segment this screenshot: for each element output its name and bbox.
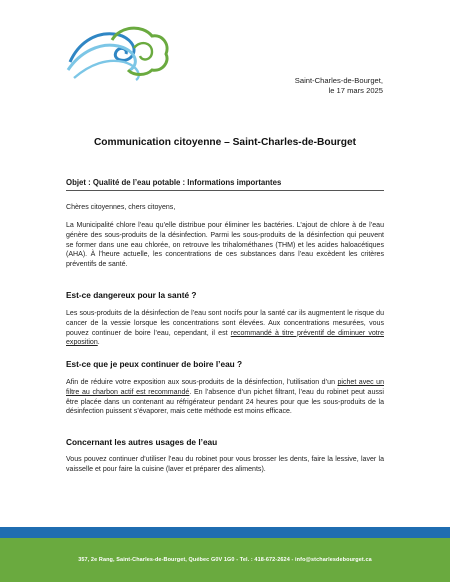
page-title: Communication citoyenne – Saint-Charles-de-Bourget <box>93 137 357 148</box>
section-paragraph-drinking <box>66 378 384 417</box>
underlined-recommendation: pichet avec un filtre au charbon actif est recommandé <box>66 379 384 396</box>
subject-line: Objet : Qualité de l’eau potable : Informations importantes <box>66 178 384 191</box>
municipality-logo-icon <box>64 18 172 86</box>
underlined-recommendation: recommandé à titre préventif de diminuer votre exposition <box>66 329 384 347</box>
footer-green-band <box>0 538 450 582</box>
section-heading-other-uses: Concernant les autres usages de l’eau <box>66 437 218 447</box>
date-line: le 17 mars 2025 <box>328 86 383 95</box>
intro-paragraph: La Municipalité chlore l’eau qu’elle distribue pour éliminer les bactéries. L’ajout de chlore à de l’eau génère des sous-produits de la désinfection. Parmi les sous-produits de la désinfection qui peuvent se former dans une eau chlorée, on retrouve les trihalométhanes (THM) et les acides haloacétiques (AHA). À l’heure actuelle, les concentrations de ces substances dans l’eau excèdent les critères préventifs de santé. <box>66 222 384 269</box>
text-segment: . <box>97 339 100 347</box>
footer-contact: 357, 2e Rang, Saint-Charles-de-Bourget, Québec G0V 1G0 - Tel. : 418-672-2624 - info@stcharlesdebourget.ca <box>78 557 372 563</box>
text-segment: . En l’absence d’un pichet filtrant, l’eau du robinet peut aussi être placée dans un contenant au réfrigérateur pendant 24 heures pour que les sous-produits de la désinfection puissent s’évaporer, mais cette méthode est moins efficace. <box>66 388 384 416</box>
place-date-block <box>295 76 383 96</box>
footer-blue-band <box>0 527 450 538</box>
text-segment: Les sous-produits de la désinfection de l’eau sont nocifs pour la santé car ils augmentent le risque du cancer de la vessie lorsque les concentrations sont élevées. Aux concentrations mesurées, vous pouvez continuer de boire l’eau, cependant, il est <box>66 310 384 337</box>
place-line: Saint-Charles-de-Bourget, <box>294 76 383 85</box>
text-segment: Afin de réduire votre exposition aux sous-produits de la désinfection, l’utilisation d’un <box>66 379 338 386</box>
section-paragraph-danger <box>66 309 384 348</box>
section-heading-danger: Est-ce dangereux pour la santé ? <box>66 290 197 300</box>
section-paragraph-other-uses: Vous pouvez continuer d’utiliser l’eau du robinet pour vous brosser les dents, faire la lessive, laver la vaisselle et pour faire la cuisine (laver et préparer des aliments). <box>66 456 384 473</box>
greeting: Chères citoyennes, chers citoyens, <box>66 204 176 211</box>
section-heading-drinking: Est-ce que je peux continuer de boire l’eau ? <box>66 359 243 369</box>
